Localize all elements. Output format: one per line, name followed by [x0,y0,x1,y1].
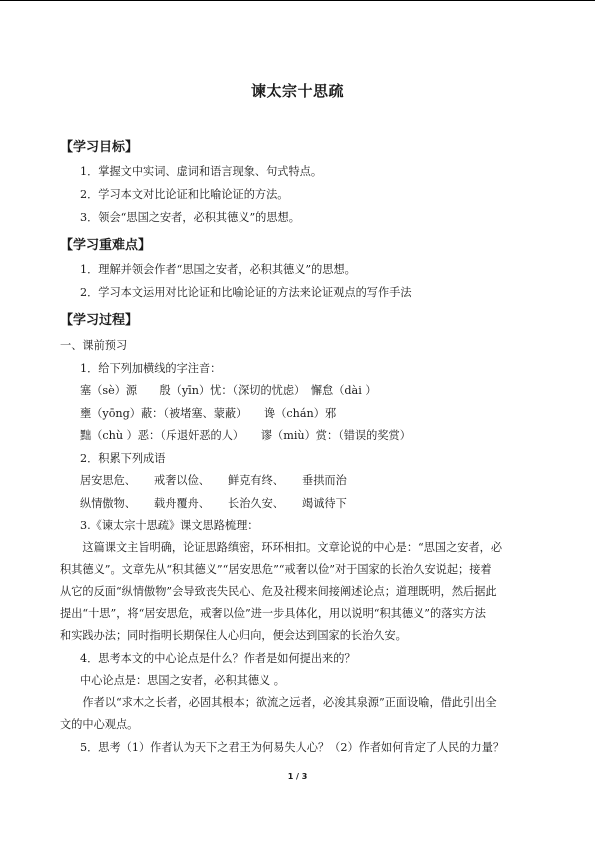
section-heading-key-points: 【学习重难点】 [60,238,152,253]
answer-line: 从它的反面“纵情傲物”会导致丧失民心、危及社稷来间接阐述论点；道理既明，然后据此 [60,585,497,598]
question-2: 2．积累下列成语 [80,452,166,465]
goal-item: 2．学习本文对比论证和比喻论证的方法。 [80,188,289,201]
idiom: 纵情傲物、 [80,497,136,510]
key-point-item: 2．学习本文运用对比论证和比喻论证的方法来论证观点的写作手法 [80,286,412,299]
question-1: 1．给下列加横线的字注音： [80,362,222,375]
answer-line: 作者以“求木之长者，必固其根本；欲流之远者，必浚其泉源”正面设喻，借此引出全 [60,696,497,709]
page-number: 1 / 3 [287,772,308,781]
idiom: 居安思危、 [80,474,136,487]
question-5: 5．思考（1）作者认为天下之君王为何易失人心？（2）作者如何肯定了人民的力量？ [80,741,505,754]
key-point-item: 1．理解并领会作者“思国之安者，必积其德义”的思想。 [80,263,356,276]
goal-item: 1．掌握文中实词、虚词和语言现象、句式特点。 [80,165,323,178]
answer-line: 和实践办法；同时指明长期保住人心归向，便会达到国家的长治久安。 [60,629,407,642]
pronunciation-row: 塞（sè）源 殷（yīn）忧：（深切的忧虑） 懈怠（dài ） [80,384,377,397]
idiom: 长治久安、 [228,497,284,510]
idiom: 竭诚待下 [302,497,347,510]
idiom-row [80,497,376,511]
section-heading-goals: 【学习目标】 [60,140,139,155]
answer-line: 文的中心观点。 [60,718,139,731]
pronunciation-row: 壅（yōng）蔽：（被堵塞、蒙蔽） 谗（chán）邪 [80,407,337,420]
goal-item: 3．领会“思国之安者，必积其德义”的思想。 [80,211,300,224]
question-4: 4．思考本文的中心论点是什么？作者是如何提出来的？ [80,652,356,665]
answer-line: 提出“十思”，将“居安思危，戒奢以俭”进一步具体化，用以说明“积其德义”的落实方法 [60,607,486,620]
pronunciation-row: 黜（chù ）恶：（斥退奸恶的人） 谬（miù）赏：（错误的奖赏） [80,429,411,442]
answer-line: 这篇课文主旨明确，论证思路缜密，环环相扣。文章论说的中心是：“思国之安者，必 [60,541,503,554]
idiom: 载舟覆舟、 [154,497,210,510]
question-3: 3.《谏太宗十思疏》课文思路梳理： [80,519,259,532]
section-heading-process: 【学习过程】 [60,313,139,328]
central-argument: 中心论点是：思国之安者，必积其德义 。 [80,674,285,687]
answer-line: 积其德义”。文章先从“积其德义”“居安思危”“戒奢以俭”对于国家的长治久安说起；接着 [60,563,492,576]
idiom: 戒奢以俭、 [154,474,210,487]
document-title: 谏太宗十思疏 [250,82,344,100]
idiom: 鲜克有终、 [228,474,284,487]
header-rule [0,0,595,1]
idiom-row [80,474,376,488]
part-heading: 一、课前预习 [60,339,128,352]
idiom: 垂拱而治 [302,474,347,487]
